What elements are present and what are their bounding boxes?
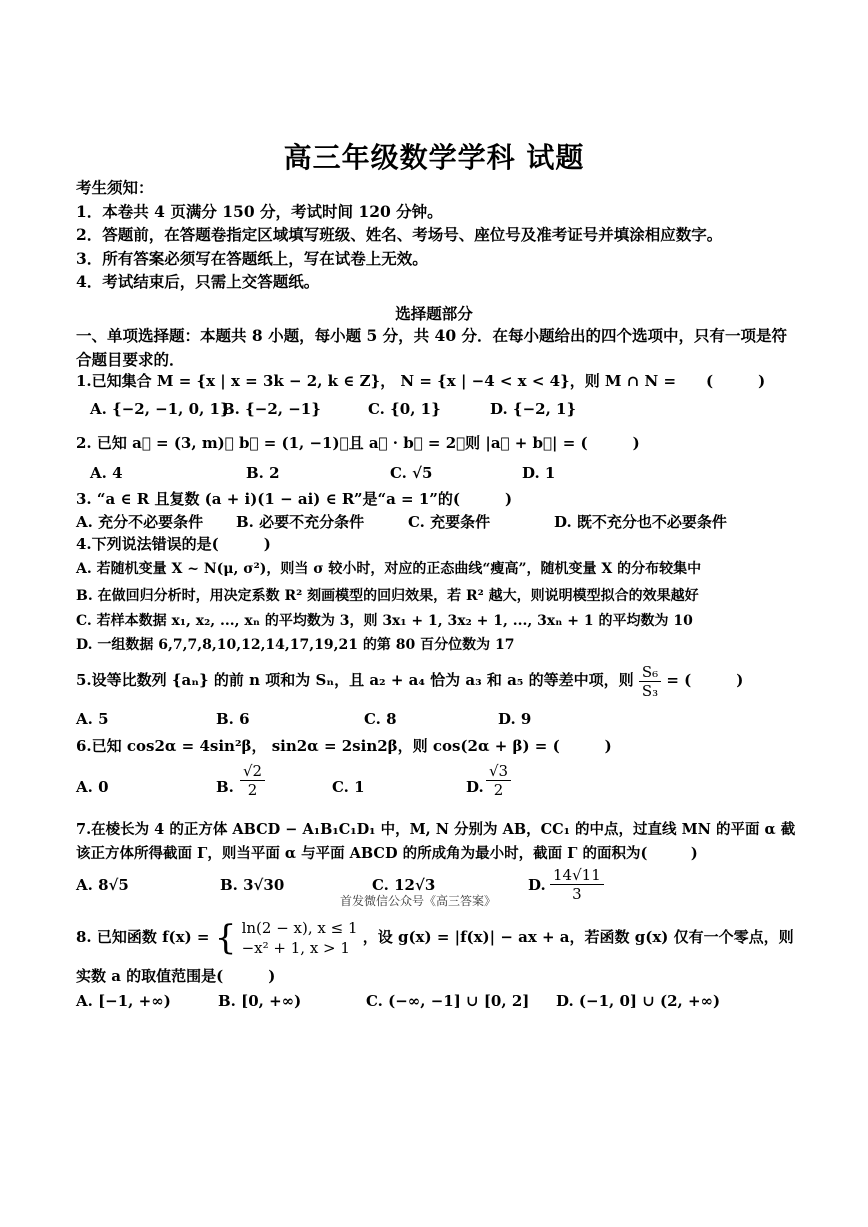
question-6-stem: 6.已知 cos2α = 4sin²β， sin2α = 2sin2β，则 cos(2α + β) = ( ) (76, 737, 612, 755)
question-8-stem-line (76, 915, 806, 959)
question-8-option-c: C. (−∞, −1] ∪ [0, 2] (366, 992, 530, 1010)
piecewise-cases (242, 918, 358, 958)
question-3-option-b: B. 必要不充分条件 (236, 513, 365, 531)
question-6-option-b: B. (216, 778, 234, 796)
question-7-option-a: A. 8√5 (76, 876, 129, 894)
question-5-stem-line (76, 660, 806, 700)
question-7-line-2: 该正方体所得截面 Γ，则当平面 α 与平面 ABCD 的所成角为最小时，截面 Γ 的面积为( ) (76, 845, 698, 862)
question-1-option-d: D. {−2, 1} (490, 400, 577, 418)
fraction-denominator: 2 (493, 781, 504, 799)
question-5-option-d: D. 9 (498, 710, 532, 728)
question-5-stem-end: = ( ) (666, 671, 744, 689)
question-8-option-d: D. (−1, 0] ∪ (2, +∞) (556, 992, 721, 1010)
fraction-numerator: √2 (240, 762, 265, 781)
piecewise-case-1: ln(2 − x), x ≤ 1 (241, 919, 358, 937)
question-5-stem: 5.设等比数列 {aₙ} 的前 n 项和为 Sₙ，且 a₂ + a₄ 恰为 a₃ 和 a₅ 的等差中项，则 (76, 671, 634, 689)
section-title: 选择题部分 (395, 304, 473, 323)
question-5-fraction (639, 663, 661, 700)
question-5-option-c: C. 8 (364, 710, 397, 728)
question-6-options (76, 762, 806, 812)
option-d-fraction (486, 762, 511, 799)
question-4-option-b: B. 在做回归分析时，用决定系数 R² 刻画模型的回归效果，若 R² 越大，则说明模型拟合的效果越好 (76, 588, 699, 604)
question-4-option-c: C. 若样本数据 x₁, x₂, ..., xₙ 的平均数为 3，则 3x₁ + 1, 3x₂ + 1, ..., 3xₙ + 1 的平均数为 10 (76, 613, 693, 629)
fraction-numerator: S₆ (639, 663, 661, 682)
option-d-fraction (550, 866, 604, 903)
question-3-option-c: C. 充要条件 (408, 513, 491, 531)
question-6-option-b-value (240, 762, 265, 799)
question-4-option-a: A. 若随机变量 X ~ N(μ, σ²)，则当 σ 较小时，对应的正态曲线“瘦高”，随机变量 X 的分布较集中 (76, 561, 702, 577)
question-8-line-2: 实数 a 的取值范围是( ) (76, 967, 276, 985)
option-b-fraction (240, 762, 265, 799)
question-1-option-b: B. {−2, −1} (222, 400, 321, 418)
fraction-denominator: 2 (247, 781, 258, 799)
watermark-text: 首发微信公众号《高三答案》 (340, 894, 497, 908)
question-6-option-a: A. 0 (76, 778, 109, 796)
question-7-option-d-value (550, 866, 604, 903)
fraction-numerator: 14√11 (550, 866, 604, 885)
question-8-option-b: B. [0, +∞) (218, 992, 302, 1010)
fraction-numerator: √3 (486, 762, 511, 781)
question-5-option-b: B. 6 (216, 710, 250, 728)
fraction-denominator: S₃ (641, 681, 659, 700)
notice-item: 1．本卷共 4 页满分 150 分，考试时间 120 分钟。 (76, 201, 443, 221)
page-title: 高三年级数学学科 试题 (283, 141, 585, 174)
question-6-option-c: C. 1 (332, 778, 365, 796)
notice-heading: 考生须知： (76, 178, 154, 197)
question-7-option-d: D. (528, 876, 546, 894)
notice-item: 4．考试结束后，只需上交答题纸。 (76, 272, 320, 291)
question-7-option-b: B. 3√30 (220, 876, 285, 894)
question-3-stem: 3. “a ∈ R 且复数 (a + i)(1 − ai) ∈ R”是“a = 1”的( ) (76, 490, 513, 508)
question-2-option-d: D. 1 (522, 464, 556, 482)
question-2-option-b: B. 2 (246, 464, 280, 482)
question-1-stem: 1.已知集合 M = {x | x = 3k − 2, k ∈ Z}， N = {x | −4 < x < 4}，则 M ∩ N = ( ) (76, 372, 766, 390)
question-2-option-c: C. √5 (390, 464, 433, 482)
question-5-option-a: A. 5 (76, 710, 109, 728)
question-7-option-c: C. 12√3 (372, 876, 436, 894)
fraction-denominator: 3 (572, 885, 582, 903)
question-4-stem: 4.下列说法错误的是( ) (76, 535, 271, 553)
exam-notice (76, 176, 796, 294)
question-4-option-d: D. 一组数据 6,7,7,8,10,12,14,17,19,21 的第 80 百分位数为 17 (76, 637, 515, 653)
question-3-option-d: D. 既不充分也不必要条件 (554, 513, 727, 531)
question-2-option-a: A. 4 (90, 464, 123, 482)
piecewise-case-2: −x² + 1, x > 1 (241, 939, 350, 957)
question-3-option-a: A. 充分不必要条件 (76, 513, 204, 531)
question-2-stem: 2. 已知 a⃗ = (3, m)， b⃗ = (1, −1)，且 a⃗ · b⃗ = 2，则 |a⃗ + b⃗| = ( ) (76, 434, 640, 452)
section-intro: 一、单项选择题：本题共 8 小题，每小题 5 分，共 40 分．在每小题给出的四个选项中，只有一项是符合题目要求的． (76, 326, 788, 369)
question-8-stem-start: 8. 已知函数 f(x) = (76, 928, 210, 946)
question-8-option-a: A. [−1, +∞) (76, 992, 171, 1010)
question-1-option-a: A. {−2, −1, 0, 1} (90, 400, 230, 418)
notice-item: 2．答题前，在答题卷指定区域填写班级、姓名、考场号、座位号及准考证号并填涂相应数字。 (76, 225, 723, 244)
left-brace-icon: { (214, 918, 237, 958)
question-6-option-d: D. (466, 778, 484, 796)
question-6-option-d-value (486, 762, 511, 799)
question-1-option-c: C. {0, 1} (368, 400, 441, 418)
notice-item: 3．所有答案必须写在答题纸上，写在试卷上无效。 (76, 248, 428, 268)
question-7-line-1: 7.在棱长为 4 的正方体 ABCD − A₁B₁C₁D₁ 中，M, N 分别为 AB，CC₁ 的中点，过直线 MN 的平面 α 截 (76, 821, 796, 838)
question-8-stem-end: ，设 g(x) = |f(x)| − ax + a，若函数 g(x) 仅有一个零点，则 (362, 928, 794, 946)
